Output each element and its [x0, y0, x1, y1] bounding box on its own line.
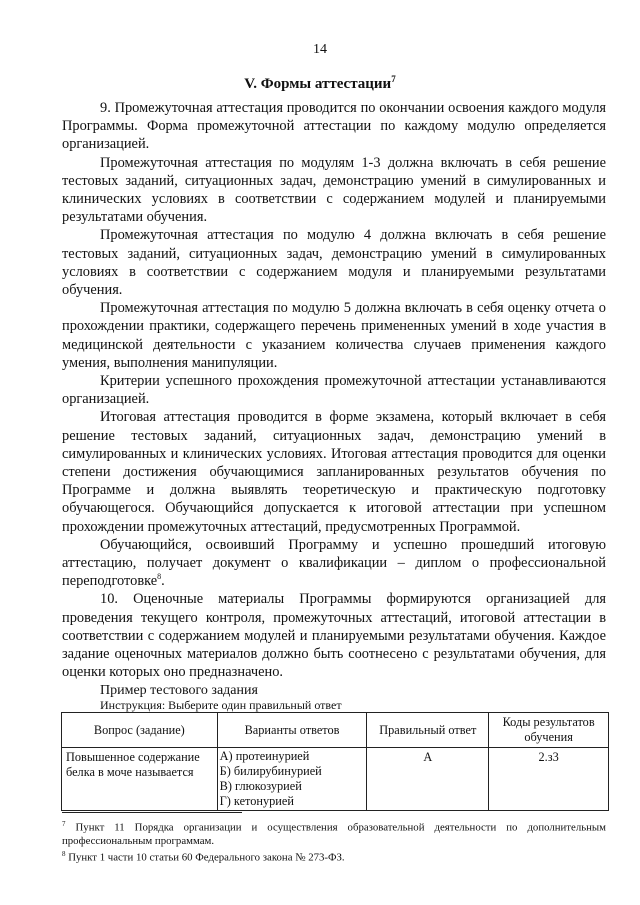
option-d: Г) кетонурией — [219, 794, 294, 808]
example-title: Пример тестового задания — [100, 683, 258, 698]
paragraph-text: Обучающийся, освоивший Программу и успешно прошедший итоговую аттестацию, получает документ о квалификации – диплом о профессиональной переподготовке — [62, 536, 606, 590]
section-title — [0, 74, 640, 93]
footnote-8 — [62, 848, 606, 865]
paragraph: Промежуточная аттестация по модулям 1-3 должна включать в себя решение тестовых заданий, ситуационных задач, демонстрацию умений в симулированных и клинических условиях в соответствии с содержанием модулей и планируемыми результатами обучения. — [62, 154, 606, 226]
footnote-divider — [62, 812, 242, 813]
page-number: 14 — [313, 42, 327, 57]
paragraph: 9. Промежуточная аттестация проводится по окончании освоения каждого модуля Программы. Форма промежуточной аттестации по каждому модулю определяется организацией. — [62, 100, 606, 153]
option-c: В) глюкозурией — [219, 779, 302, 793]
paragraph — [62, 536, 606, 591]
question-cell: Повышенное содержание белка в моче называется — [62, 748, 218, 811]
paragraph: Итоговая аттестация проводится в форме экзамена, который включает в себя решение тестовых заданий, ситуационных задач, демонстрацию умений в симулированных и клинических условиях. Итоговая аттестация проводится для оценки степени достижения обучающимися запланированных результатов обучения по Программе и должна выявлять теоретическую и практическую подготовку обучающегося. Обучающийся допускается к итоговой аттестации при успешном прохождении промежуточных аттестаций, предусмотренных Программой. — [62, 409, 606, 535]
code-cell: 2.з3 — [489, 748, 609, 811]
footnote-ref-7: 7 — [391, 74, 396, 84]
paragraph: Промежуточная аттестация по модулю 5 должна включать в себя оценку отчета о прохождении практики, содержащего перечень примененных умений в ходе участия в медицинской деятельности с указанием количества случаев применения каждого умения, выполнения манипуляции. — [62, 300, 606, 371]
option-a: А) протеинурией — [219, 749, 310, 763]
body-text — [62, 99, 606, 682]
paragraph: Критерии успешного прохождения промежуточной аттестации устанавливаются организацией. — [62, 373, 606, 408]
header-codes: Коды результатов обучения — [489, 713, 609, 748]
footnote-num: 7 — [62, 820, 66, 828]
test-task-table — [61, 712, 609, 811]
paragraph: Промежуточная аттестация по модулю 4 должна включать в себя решение тестовых заданий, ситуационных задач, демонстрацию умений в симулированных условиях в соответствии с содержанием модуля и планируемыми результатами обучения. — [62, 227, 606, 299]
header-question: Вопрос (задание) — [62, 713, 218, 748]
footnotes — [62, 818, 606, 864]
footnote-text: Пункт 1 части 10 статьи 60 Федерального закона № 273-ФЗ. — [68, 851, 345, 864]
table-header-row — [62, 713, 609, 748]
header-answer: Правильный ответ — [367, 713, 489, 748]
header-options: Варианты ответов — [217, 713, 367, 748]
footnote-7 — [62, 818, 606, 848]
answer-cell: А — [367, 748, 489, 811]
example-instruction: Инструкция: Выберите один правильный ответ — [100, 698, 342, 712]
table-row — [62, 748, 609, 811]
section-title-text: V. Формы аттестации — [244, 76, 392, 92]
footnote-text: Пункт 11 Порядка организации и осуществления образовательной деятельности по дополнительным профессиональным программам. — [62, 821, 606, 847]
paragraph-end: . — [161, 573, 165, 590]
paragraph: 10. Оценочные материалы Программы формируются организацией для проведения текущего контроля, промежуточных аттестаций, итоговой аттестации в соответствии с содержанием модулей и планируемыми результатами обучения. Каждое задание оценочных материалов должно быть соотнесено с результатами обучения, для оценки которых оно предназначено. — [62, 591, 606, 681]
option-b: Б) билирубинурией — [219, 764, 322, 778]
footnote-num: 8 — [62, 849, 66, 858]
options-cell — [217, 748, 367, 811]
footnote-ref-8: 8 — [157, 572, 162, 582]
